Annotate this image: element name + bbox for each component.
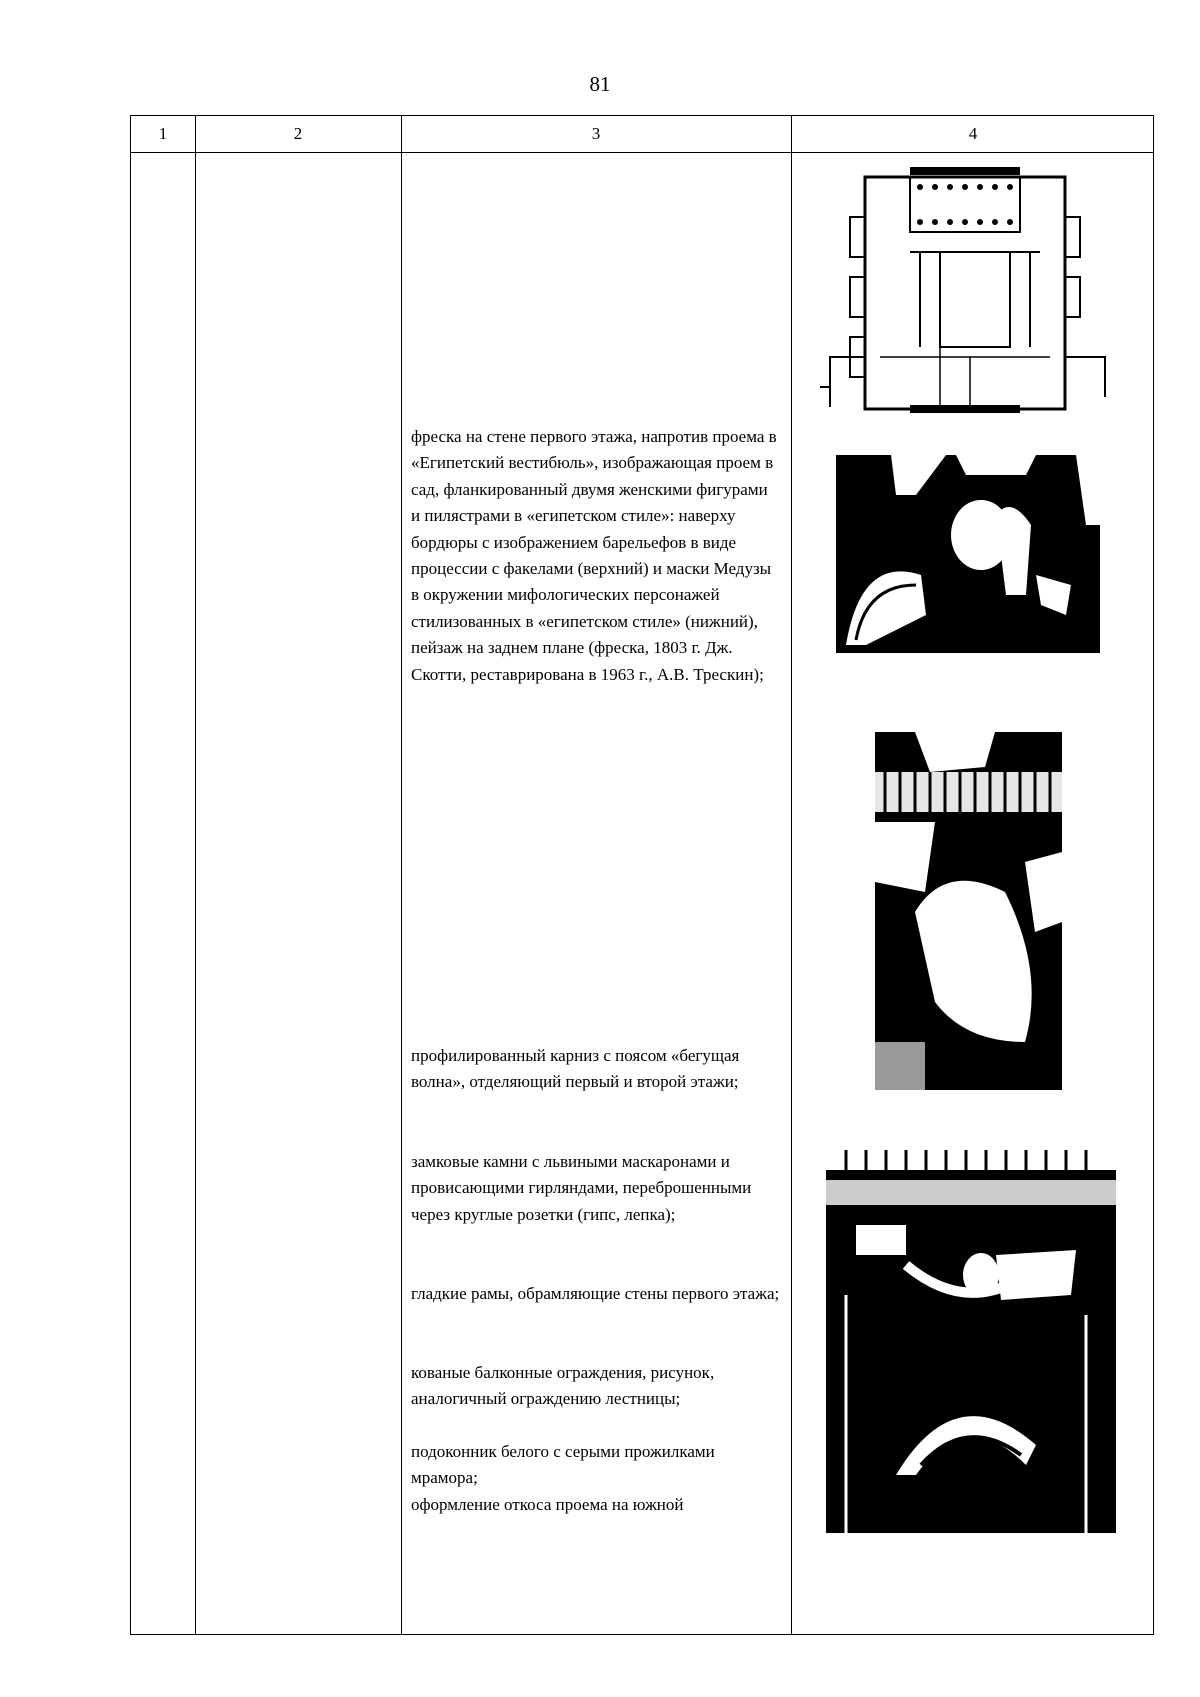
column-header-4: 4 xyxy=(968,124,978,143)
keystones-description: замковые камни с львиными маскаронами и провисающими гирляндами, переброшенными через круглые розетки (гипс, лепка); xyxy=(411,1152,752,1224)
fresco-description: фреска на стене первого этажа, напротив проема в «Египетский вестибюль», изображающая проем в сад, фланкированный двумя женскими фигурами и пилястрами в «египетском стиле»: наверху бордюры с изображением барельефов в виде процессии с факелами (верхний) и маски Медузы в окружении мифологических персонажей стилизованных в «египетском стиле» (нижний), пейзаж на заднем плане (фреска, 1803 г. Дж. Скотти, реставрирована в 1963 г., А.В. Трескин); xyxy=(411,427,777,684)
frames-description: гладкие рамы, обрамляющие стены первого этажа; xyxy=(411,1284,780,1303)
windowsill-description: подоконник белого с серыми прожилками мрамора; оформление откоса проема на южной xyxy=(411,1442,715,1514)
keystone-garland-photo xyxy=(826,1145,1116,1533)
balcony-description: кованые балконные ограждения, рисунок, аналогичный ограждению лестницы; xyxy=(411,1363,715,1409)
column-divider xyxy=(195,116,196,1634)
column-header-2: 2 xyxy=(293,124,303,143)
cornice-description: профилированный карниз с поясом «бегущая волна», отделяющий первый и второй этажи; xyxy=(411,1046,740,1092)
column-header-3: 3 xyxy=(591,124,601,143)
floor-plan-drawing xyxy=(820,157,1115,420)
column-divider xyxy=(791,116,792,1634)
header-divider xyxy=(131,152,1153,153)
fresco-photo xyxy=(836,455,1100,653)
staircase-railing-photo xyxy=(875,712,1062,1090)
column-divider xyxy=(401,116,402,1634)
page-number: 81 xyxy=(589,72,611,96)
column-header-1: 1 xyxy=(158,124,168,143)
